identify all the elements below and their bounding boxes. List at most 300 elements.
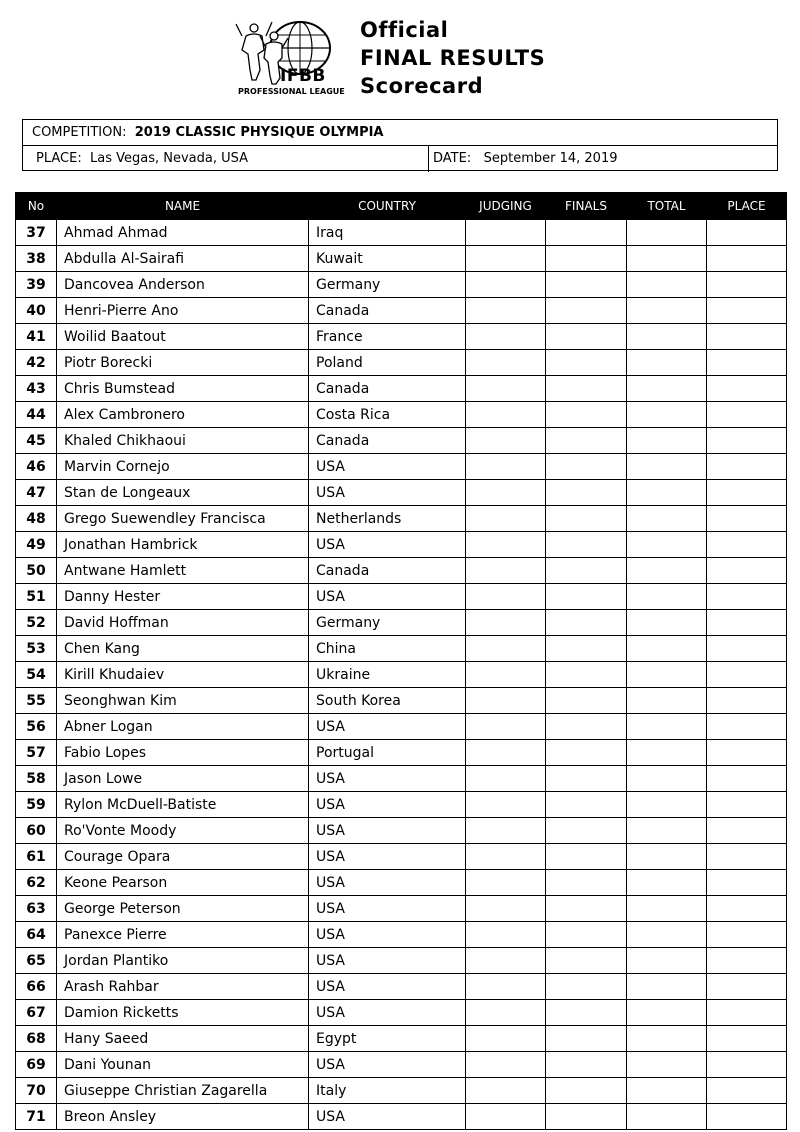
competitor-name: Hany Saeed — [57, 1026, 309, 1052]
judging-cell — [466, 766, 546, 792]
competitor-country: China — [309, 636, 466, 662]
finals-cell — [546, 1026, 627, 1052]
place-cell — [707, 792, 787, 818]
competitor-number: 46 — [16, 454, 57, 480]
table-row — [16, 376, 787, 402]
competitor-number: 40 — [16, 298, 57, 324]
place-cell — [707, 350, 787, 376]
total-cell — [627, 558, 707, 584]
place-cell — [707, 1104, 787, 1130]
competitor-number: 37 — [16, 220, 57, 246]
total-cell — [627, 220, 707, 246]
table-row — [16, 1104, 787, 1130]
competitor-name: Abner Logan — [57, 714, 309, 740]
judging-cell — [466, 558, 546, 584]
competitor-name: Marvin Cornejo — [57, 454, 309, 480]
judging-cell — [466, 610, 546, 636]
competitor-name: Ahmad Ahmad — [57, 220, 309, 246]
competitor-number: 48 — [16, 506, 57, 532]
finals-cell — [546, 220, 627, 246]
total-cell — [627, 896, 707, 922]
place-cell — [707, 480, 787, 506]
competitor-country: USA — [309, 714, 466, 740]
judging-cell — [466, 948, 546, 974]
competitor-number: 38 — [16, 246, 57, 272]
judging-cell — [466, 714, 546, 740]
judging-cell — [466, 870, 546, 896]
competitor-number: 59 — [16, 792, 57, 818]
total-cell — [627, 376, 707, 402]
competitor-name: Antwane Hamlett — [57, 558, 309, 584]
total-cell — [627, 454, 707, 480]
table-row — [16, 870, 787, 896]
competitor-number: 56 — [16, 714, 57, 740]
competitor-number: 62 — [16, 870, 57, 896]
total-cell — [627, 350, 707, 376]
judging-cell — [466, 532, 546, 558]
judging-cell — [466, 1104, 546, 1130]
competitor-name: Rylon McDuell-Batiste — [57, 792, 309, 818]
date-label: DATE: — [433, 151, 472, 166]
finals-cell — [546, 636, 627, 662]
competitor-country: USA — [309, 870, 466, 896]
place-cell — [707, 896, 787, 922]
competitor-country: USA — [309, 818, 466, 844]
finals-cell — [546, 1052, 627, 1078]
place-cell — [707, 636, 787, 662]
competitor-name: Woilid Baatout — [57, 324, 309, 350]
competitor-country: Ukraine — [309, 662, 466, 688]
finals-cell — [546, 974, 627, 1000]
place-cell — [707, 974, 787, 1000]
place-cell — [707, 948, 787, 974]
total-cell — [627, 688, 707, 714]
judging-cell — [466, 324, 546, 350]
total-cell — [627, 402, 707, 428]
place-cell — [707, 272, 787, 298]
table-row — [16, 844, 787, 870]
judging-cell — [466, 1026, 546, 1052]
table-row — [16, 1026, 787, 1052]
competitor-name: Jordan Plantiko — [57, 948, 309, 974]
place-cell — [707, 1052, 787, 1078]
competitor-number: 69 — [16, 1052, 57, 1078]
competitor-number: 71 — [16, 1104, 57, 1130]
finals-cell — [546, 558, 627, 584]
competitor-country: Canada — [309, 298, 466, 324]
finals-cell — [546, 844, 627, 870]
place-cell — [707, 1078, 787, 1104]
column-header-place: PLACE — [707, 193, 787, 220]
competitor-country: USA — [309, 766, 466, 792]
competition-row — [23, 120, 777, 146]
table-row — [16, 688, 787, 714]
column-header-total: TOTAL — [627, 193, 707, 220]
place-cell — [707, 532, 787, 558]
competitor-country: Germany — [309, 610, 466, 636]
total-cell — [627, 766, 707, 792]
total-cell — [627, 870, 707, 896]
judging-cell — [466, 740, 546, 766]
competitor-country: Costa Rica — [309, 402, 466, 428]
competitor-country: Canada — [309, 558, 466, 584]
ifbb-logo — [232, 18, 350, 98]
judging-cell — [466, 402, 546, 428]
judging-cell — [466, 844, 546, 870]
table-row — [16, 272, 787, 298]
finals-cell — [546, 818, 627, 844]
judging-cell — [466, 818, 546, 844]
competitor-name: Stan de Longeaux — [57, 480, 309, 506]
table-row — [16, 974, 787, 1000]
judging-cell — [466, 584, 546, 610]
competition-label: COMPETITION: — [32, 125, 127, 140]
competitor-name: Henri-Pierre Ano — [57, 298, 309, 324]
place-cell — [707, 688, 787, 714]
competitor-name: Keone Pearson — [57, 870, 309, 896]
finals-cell — [546, 506, 627, 532]
place-cell — [707, 298, 787, 324]
judging-cell — [466, 1078, 546, 1104]
place-cell — [707, 376, 787, 402]
table-row — [16, 948, 787, 974]
competitor-number: 39 — [16, 272, 57, 298]
total-cell — [627, 1104, 707, 1130]
finals-cell — [546, 532, 627, 558]
finals-cell — [546, 896, 627, 922]
title-line-1: Official — [360, 18, 449, 42]
judging-cell — [466, 350, 546, 376]
total-cell — [627, 324, 707, 350]
competitor-name: Kirill Khudaiev — [57, 662, 309, 688]
table-row — [16, 1052, 787, 1078]
column-header-no: No — [16, 193, 57, 220]
logo-text: IFBB — [280, 66, 326, 86]
competitor-name: George Peterson — [57, 896, 309, 922]
competitor-country: Portugal — [309, 740, 466, 766]
competitor-number: 54 — [16, 662, 57, 688]
competitor-country: Iraq — [309, 220, 466, 246]
finals-cell — [546, 688, 627, 714]
total-cell — [627, 844, 707, 870]
competitor-country: Italy — [309, 1078, 466, 1104]
finals-cell — [546, 584, 627, 610]
finals-cell — [546, 610, 627, 636]
total-cell — [627, 246, 707, 272]
competitor-name: Dani Younan — [57, 1052, 309, 1078]
place-cell — [707, 454, 787, 480]
competitor-name: Chen Kang — [57, 636, 309, 662]
competitor-country: USA — [309, 584, 466, 610]
competitor-number: 60 — [16, 818, 57, 844]
table-row — [16, 1000, 787, 1026]
finals-cell — [546, 246, 627, 272]
finals-cell — [546, 1078, 627, 1104]
competitor-name: Breon Ansley — [57, 1104, 309, 1130]
competitor-number: 50 — [16, 558, 57, 584]
table-row — [16, 740, 787, 766]
total-cell — [627, 480, 707, 506]
table-row — [16, 220, 787, 246]
competitor-name: Ro'Vonte Moody — [57, 818, 309, 844]
judging-cell — [466, 376, 546, 402]
total-cell — [627, 272, 707, 298]
competitor-name: Grego Suewendley Francisca — [57, 506, 309, 532]
judging-cell — [466, 974, 546, 1000]
competitor-name: David Hoffman — [57, 610, 309, 636]
competitor-country: USA — [309, 922, 466, 948]
table-row — [16, 506, 787, 532]
finals-cell — [546, 1104, 627, 1130]
competitor-name: Panexce Pierre — [57, 922, 309, 948]
total-cell — [627, 584, 707, 610]
column-header-judging: JUDGING — [466, 193, 546, 220]
competitor-country: Poland — [309, 350, 466, 376]
competitor-name: Jason Lowe — [57, 766, 309, 792]
competitor-country: USA — [309, 844, 466, 870]
table-row — [16, 922, 787, 948]
finals-cell — [546, 376, 627, 402]
place-cell — [707, 1000, 787, 1026]
finals-cell — [546, 272, 627, 298]
competitor-number: 67 — [16, 1000, 57, 1026]
place-cell — [707, 584, 787, 610]
competitor-country: USA — [309, 480, 466, 506]
total-cell — [627, 1000, 707, 1026]
competitor-number: 68 — [16, 1026, 57, 1052]
finals-cell — [546, 740, 627, 766]
competitor-country: Canada — [309, 376, 466, 402]
competitor-name: Damion Ricketts — [57, 1000, 309, 1026]
competitor-country: France — [309, 324, 466, 350]
judging-cell — [466, 272, 546, 298]
table-row — [16, 532, 787, 558]
table-row — [16, 636, 787, 662]
place-cell — [707, 766, 787, 792]
finals-cell — [546, 480, 627, 506]
competitor-country: Kuwait — [309, 246, 466, 272]
column-header-finals: FINALS — [546, 193, 627, 220]
competitor-country: USA — [309, 1000, 466, 1026]
competitor-number: 58 — [16, 766, 57, 792]
total-cell — [627, 662, 707, 688]
total-cell — [627, 922, 707, 948]
column-header-name: NAME — [57, 193, 309, 220]
table-header-row — [16, 193, 787, 220]
judging-cell — [466, 298, 546, 324]
place-cell — [707, 610, 787, 636]
place-value: Las Vegas, Nevada, USA — [89, 151, 249, 166]
competitor-number: 61 — [16, 844, 57, 870]
competitor-country: USA — [309, 896, 466, 922]
date-value: September 14, 2019 — [483, 151, 618, 166]
total-cell — [627, 636, 707, 662]
table-row — [16, 714, 787, 740]
table-row — [16, 662, 787, 688]
competitor-country: South Korea — [309, 688, 466, 714]
table-row — [16, 896, 787, 922]
competitor-number: 47 — [16, 480, 57, 506]
table-row — [16, 402, 787, 428]
table-row — [16, 818, 787, 844]
competitor-name: Piotr Borecki — [57, 350, 309, 376]
competitor-number: 43 — [16, 376, 57, 402]
finals-cell — [546, 922, 627, 948]
competitor-number: 44 — [16, 402, 57, 428]
competitor-name: Chris Bumstead — [57, 376, 309, 402]
total-cell — [627, 792, 707, 818]
finals-cell — [546, 454, 627, 480]
competition-info-box — [22, 119, 778, 171]
competitor-number: 64 — [16, 922, 57, 948]
competitor-number: 65 — [16, 948, 57, 974]
finals-cell — [546, 714, 627, 740]
judging-cell — [466, 792, 546, 818]
competitor-country: USA — [309, 948, 466, 974]
competitor-name: Fabio Lopes — [57, 740, 309, 766]
competitor-country: USA — [309, 454, 466, 480]
total-cell — [627, 740, 707, 766]
finals-cell — [546, 792, 627, 818]
total-cell — [627, 298, 707, 324]
title-line-2: FINAL RESULTS — [360, 46, 546, 70]
judging-cell — [466, 506, 546, 532]
place-label: PLACE: — [36, 151, 82, 166]
competitor-number: 57 — [16, 740, 57, 766]
place-cell — [707, 740, 787, 766]
competitor-name: Arash Rahbar — [57, 974, 309, 1000]
place-cell — [707, 558, 787, 584]
table-row — [16, 350, 787, 376]
table-row — [16, 298, 787, 324]
finals-cell — [546, 298, 627, 324]
total-cell — [627, 610, 707, 636]
title-line-3: Scorecard — [360, 74, 484, 98]
place-cell — [707, 506, 787, 532]
judging-cell — [466, 428, 546, 454]
ifbb-globe-icon — [232, 18, 350, 98]
competitor-number: 42 — [16, 350, 57, 376]
table-row — [16, 792, 787, 818]
judging-cell — [466, 480, 546, 506]
total-cell — [627, 428, 707, 454]
place-cell — [707, 714, 787, 740]
competitor-name: Seonghwan Kim — [57, 688, 309, 714]
competitor-country: USA — [309, 792, 466, 818]
competitor-number: 51 — [16, 584, 57, 610]
finals-cell — [546, 428, 627, 454]
judging-cell — [466, 688, 546, 714]
total-cell — [627, 714, 707, 740]
competitor-country: Canada — [309, 428, 466, 454]
place-cell — [707, 324, 787, 350]
finals-cell — [546, 402, 627, 428]
place-cell — [707, 220, 787, 246]
place-cell — [707, 844, 787, 870]
table-row — [16, 558, 787, 584]
competitor-country: USA — [309, 532, 466, 558]
total-cell — [627, 1052, 707, 1078]
competitor-name: Abdulla Al-Sairafi — [57, 246, 309, 272]
table-row — [16, 584, 787, 610]
total-cell — [627, 506, 707, 532]
table-row — [16, 610, 787, 636]
competitor-name: Courage Opara — [57, 844, 309, 870]
finals-cell — [546, 1000, 627, 1026]
place-cell — [707, 428, 787, 454]
results-table — [15, 192, 787, 1130]
competitor-name: Khaled Chikhaoui — [57, 428, 309, 454]
competitor-number: 41 — [16, 324, 57, 350]
competitor-number: 45 — [16, 428, 57, 454]
judging-cell — [466, 246, 546, 272]
column-header-country: COUNTRY — [309, 193, 466, 220]
finals-cell — [546, 350, 627, 376]
total-cell — [627, 974, 707, 1000]
competitor-country: Egypt — [309, 1026, 466, 1052]
judging-cell — [466, 662, 546, 688]
place-cell — [707, 818, 787, 844]
judging-cell — [466, 454, 546, 480]
finals-cell — [546, 766, 627, 792]
competitor-country: USA — [309, 1052, 466, 1078]
place-cell — [707, 402, 787, 428]
competitor-name: Danny Hester — [57, 584, 309, 610]
total-cell — [627, 532, 707, 558]
table-row — [16, 454, 787, 480]
competitor-country: Netherlands — [309, 506, 466, 532]
total-cell — [627, 818, 707, 844]
total-cell — [627, 1078, 707, 1104]
competition-value: 2019 CLASSIC PHYSIQUE OLYMPIA — [134, 125, 384, 140]
table-row — [16, 766, 787, 792]
place-cell — [23, 146, 429, 172]
finals-cell — [546, 324, 627, 350]
competitor-country: USA — [309, 974, 466, 1000]
judging-cell — [466, 1000, 546, 1026]
competitor-name: Dancovea Anderson — [57, 272, 309, 298]
place-cell — [707, 922, 787, 948]
table-row — [16, 246, 787, 272]
place-cell — [707, 662, 787, 688]
judging-cell — [466, 636, 546, 662]
competitor-number: 70 — [16, 1078, 57, 1104]
table-row — [16, 1078, 787, 1104]
judging-cell — [466, 896, 546, 922]
competitor-number: 53 — [16, 636, 57, 662]
competitor-country: Germany — [309, 272, 466, 298]
finals-cell — [546, 948, 627, 974]
judging-cell — [466, 220, 546, 246]
logo-subtext: PROFESSIONAL LEAGUE — [238, 87, 345, 96]
competitor-number: 52 — [16, 610, 57, 636]
competitor-number: 49 — [16, 532, 57, 558]
competitor-number: 55 — [16, 688, 57, 714]
page-title — [360, 16, 545, 100]
table-row — [16, 428, 787, 454]
place-cell — [707, 1026, 787, 1052]
total-cell — [627, 948, 707, 974]
total-cell — [627, 1026, 707, 1052]
competitor-name: Alex Cambronero — [57, 402, 309, 428]
competitor-number: 63 — [16, 896, 57, 922]
judging-cell — [466, 922, 546, 948]
competitor-country: USA — [309, 1104, 466, 1130]
place-cell — [707, 870, 787, 896]
date-cell — [429, 146, 779, 172]
finals-cell — [546, 870, 627, 896]
finals-cell — [546, 662, 627, 688]
